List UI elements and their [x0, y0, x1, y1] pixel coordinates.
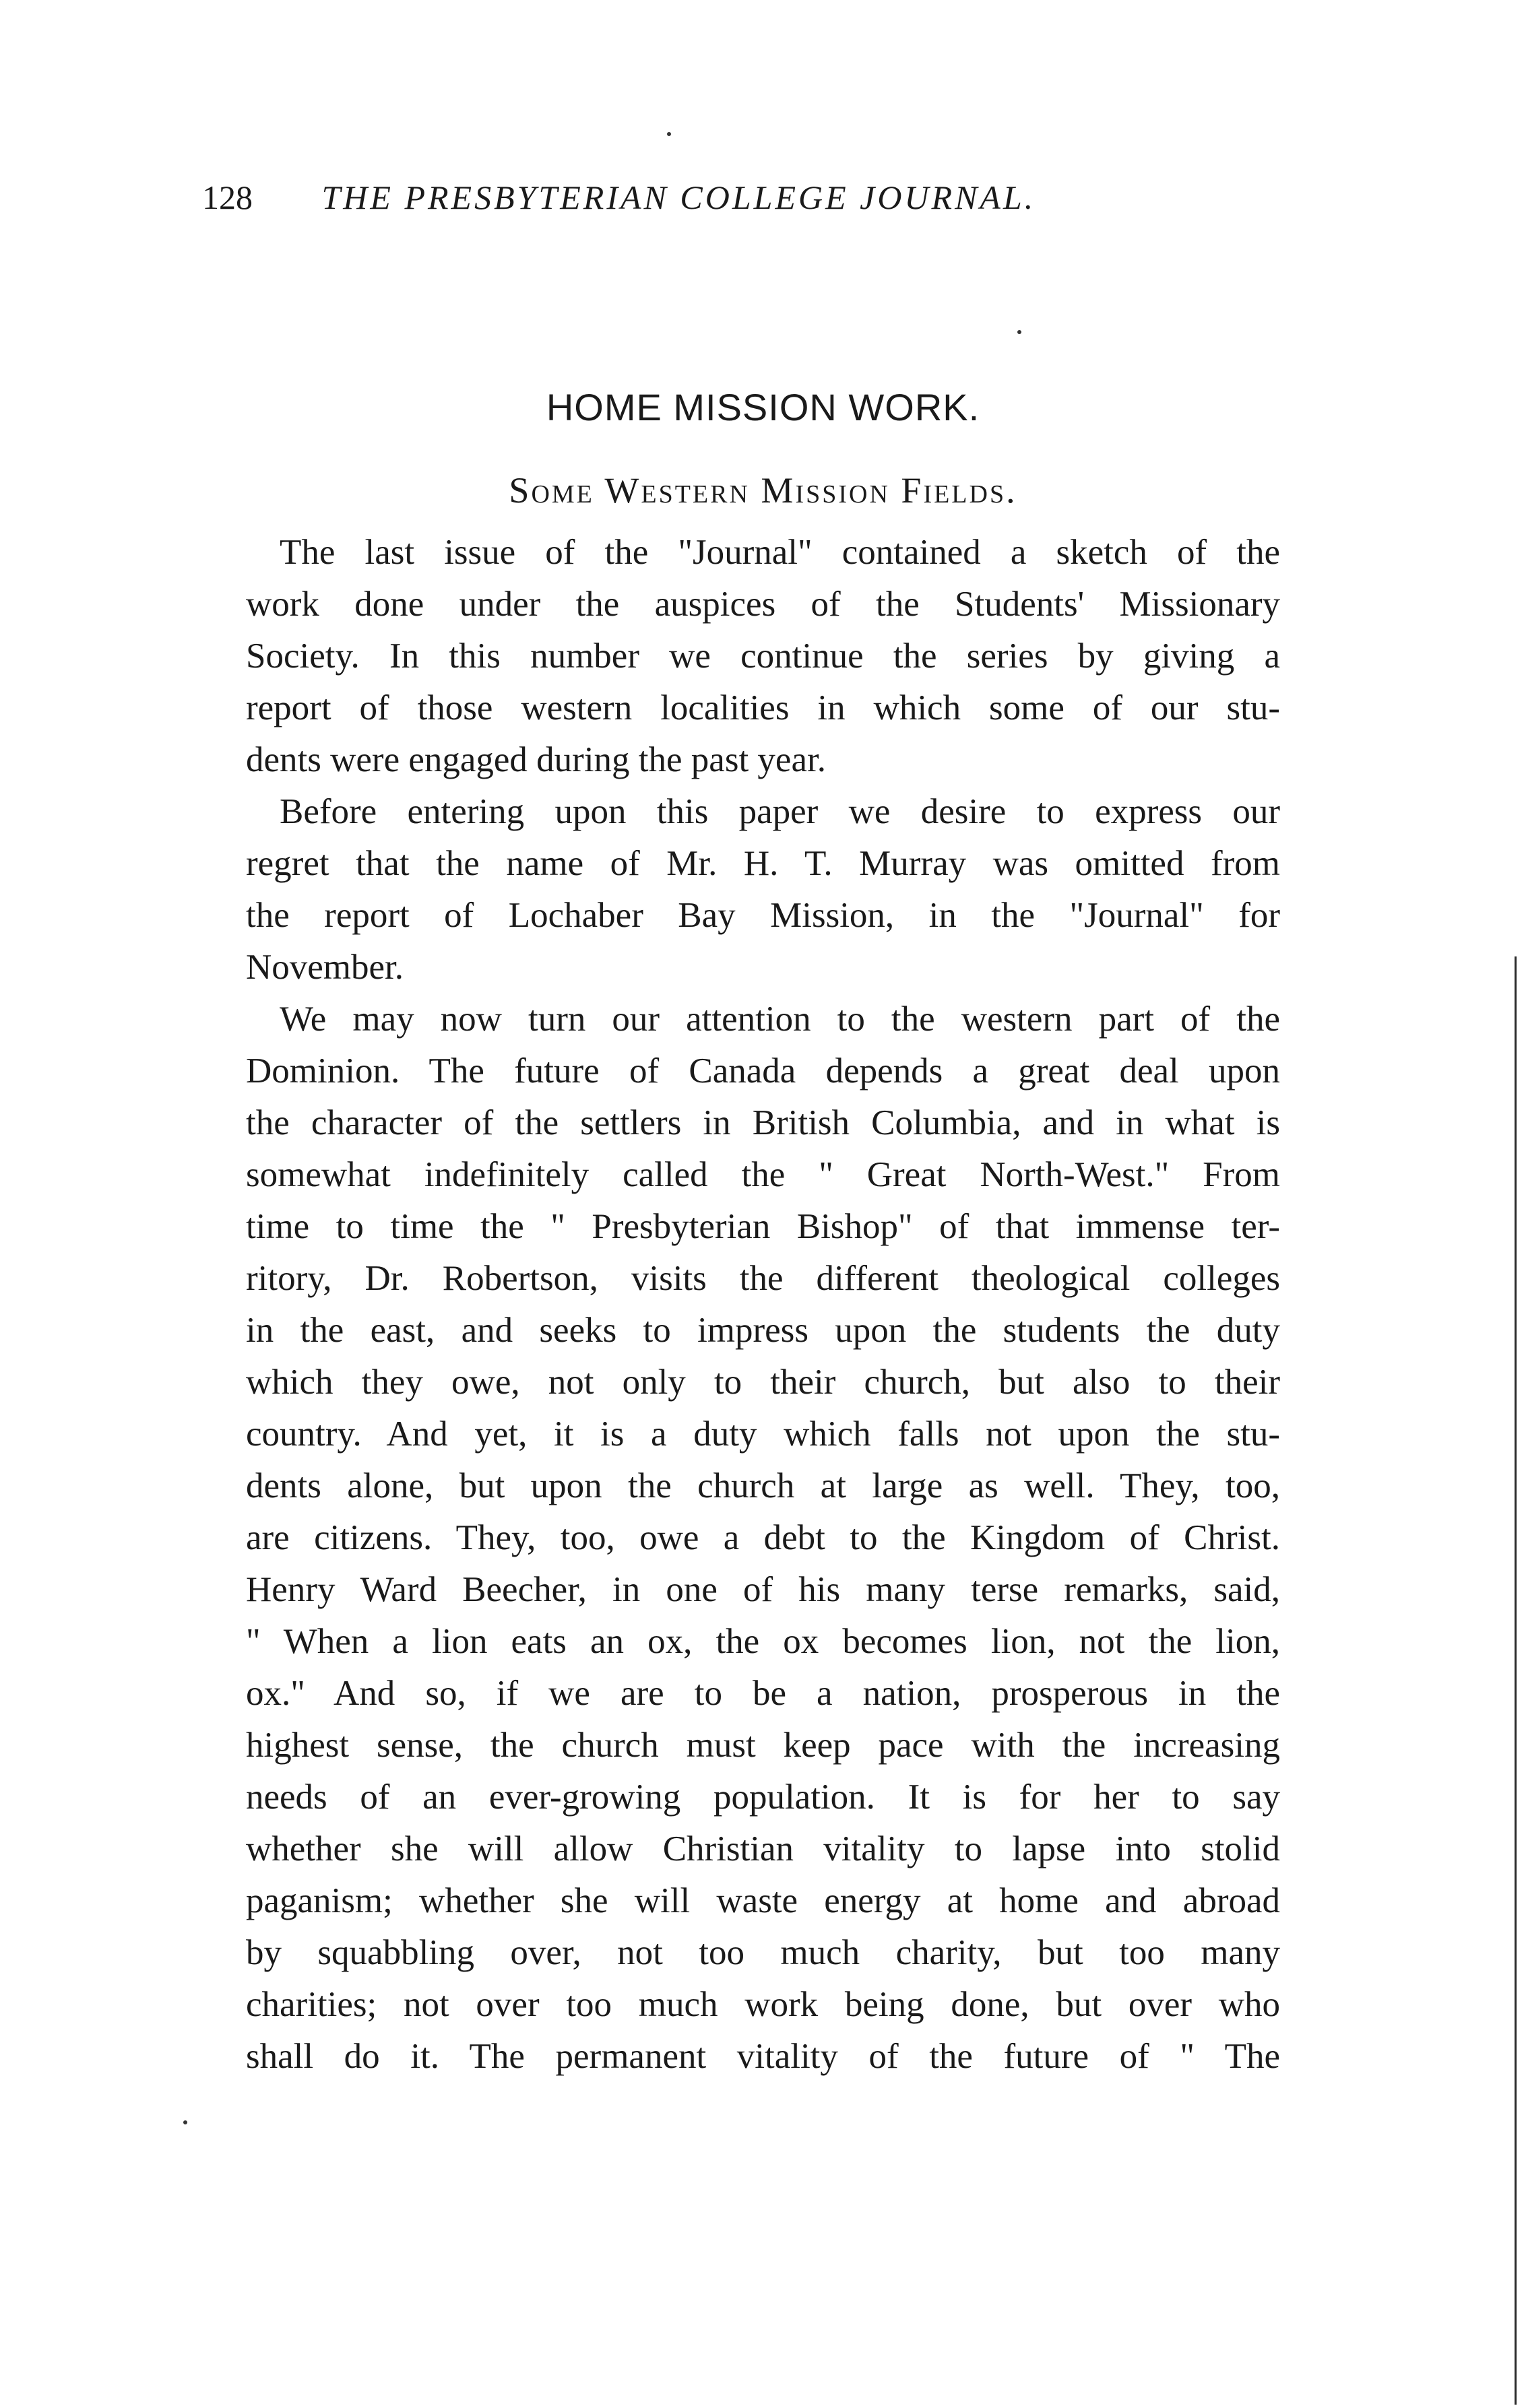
text-line: " When a lion eats an ox, the ox becomes lion, not the lion,: [246, 1622, 1280, 1661]
text-line: time to time the " Presbyterian Bishop" of that immense ter-: [246, 1207, 1280, 1246]
text-line: Dominion. The future of Canada depends a great deal upon: [246, 1051, 1280, 1091]
running-head: [202, 174, 1347, 221]
article-subtitle: Some Western Mission Fields.: [509, 470, 1017, 511]
text-line: dents were engaged during the past year.: [246, 740, 826, 779]
text-line: needs of an ever-growing population. It is for her to say: [246, 1778, 1280, 1817]
text-line: Before entering upon this paper we desire to express our: [280, 792, 1280, 831]
text-line: The last issue of the "Journal" contained a sketch of the: [280, 533, 1280, 572]
text-line: somewhat indefinitely called the " Great North-West." From: [246, 1155, 1280, 1194]
text-line: which they owe, not only to their church, but also to their: [246, 1363, 1280, 1402]
scan-edge-rule: [1515, 956, 1517, 2405]
article-body: [246, 527, 1280, 2083]
text-line: ritory, Dr. Robertson, visits the different theological colleges: [246, 1259, 1280, 1298]
text-line: country. And yet, it is a duty which falls not upon the stu-: [246, 1414, 1280, 1454]
article-title: HOME MISSION WORK.: [546, 386, 980, 428]
text-line: paganism; whether she will waste energy at home and abroad: [246, 1881, 1280, 1920]
text-line: report of those western localities in which some of our stu-: [246, 688, 1280, 727]
scan-speck: [667, 132, 671, 136]
text-line: highest sense, the church must keep pace with the increasing: [246, 1726, 1280, 1765]
page-number: 128: [202, 178, 253, 216]
text-line: ox." And so, if we are to be a nation, prosperous in the: [246, 1674, 1280, 1713]
text-line: We may now turn our attention to the western part of the: [280, 1000, 1280, 1039]
text-line: Society. In this number we continue the series by giving a: [246, 637, 1280, 676]
text-line: in the east, and seeks to impress upon the students the duty: [246, 1311, 1280, 1350]
text-line: regret that the name of Mr. H. T. Murray was omitted from: [246, 844, 1280, 883]
text-line: November.: [246, 948, 404, 987]
text-line: work done under the auspices of the Students' Missionary: [246, 585, 1280, 624]
text-line: the report of Lochaber Bay Mission, in the "Journal" for: [246, 896, 1280, 935]
text-line: Henry Ward Beecher, in one of his many terse remarks, said,: [246, 1570, 1280, 1609]
text-line: dents alone, but upon the church at large as well. They, too,: [246, 1466, 1280, 1505]
text-line: the character of the settlers in British Columbia, and in what is: [246, 1103, 1280, 1142]
scan-speck: [1017, 330, 1021, 334]
text-line: charities; not over too much work being done, but over who: [246, 1985, 1280, 2024]
text-line: shall do it. The permanent vitality of the future of " The: [246, 2037, 1280, 2076]
text-line: by squabbling over, not too much charity, but too many: [246, 1933, 1280, 1972]
text-line: whether she will allow Christian vitality to lapse into stolid: [246, 1829, 1280, 1868]
scan-speck: [183, 2120, 187, 2124]
text-line: are citizens. They, too, owe a debt to the Kingdom of Christ.: [246, 1518, 1280, 1557]
journal-title: THE PRESBYTERIAN COLLEGE JOURNAL.: [321, 178, 1036, 216]
